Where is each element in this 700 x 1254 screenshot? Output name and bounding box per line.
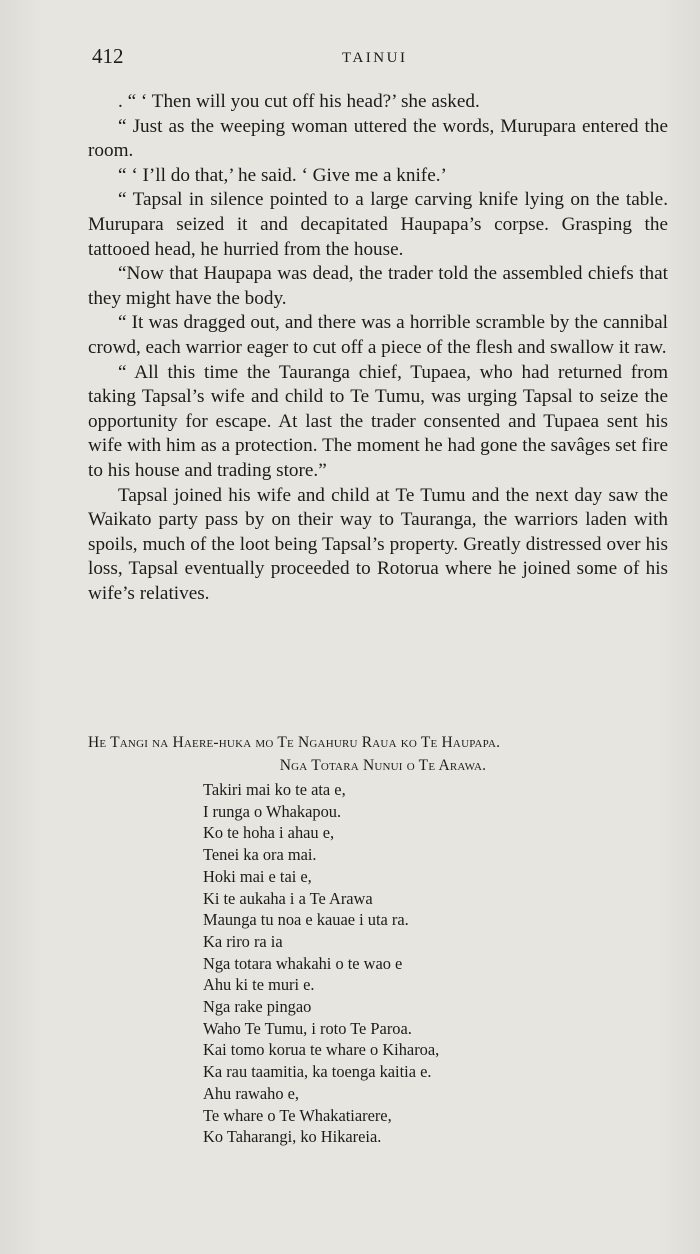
- paragraph: “ Just as the weeping woman uttered the words, Murupara entered the room.: [88, 115, 668, 162]
- song-heading-line: He Tangi na Haere-huka mo Te Ngahuru Raua ko Te Haupapa.: [88, 734, 501, 751]
- poem-line: Ka rau taamitia, ka toenga kaitia e.: [203, 1062, 432, 1082]
- poem-line: Ka riro ra ia: [203, 931, 283, 951]
- running-title: TAINUI: [342, 50, 408, 66]
- poem-line: Ko te hoha i ahau e,: [203, 823, 335, 843]
- page-number: 412: [92, 44, 124, 68]
- paragraph: Tapsal joined his wife and child at Te Tumu and the next day saw the Waikato party pass by on their way to Tauranga, the warriors laden with spoils, much of the loot being Tapsal’s property. Greatly distressed over his loss, Tapsal eventually proceeded to Rotorua where he joined some of his wife’s relatives.: [88, 484, 668, 604]
- poem-line: Takiri mai ko te ata e,: [203, 780, 346, 799]
- poem-line: Nga rake pingao: [203, 997, 312, 1017]
- poem-line: Maunga tu noa e kauae i uta ra.: [203, 910, 409, 930]
- poem-line: Waho Te Tumu, i roto Te Paroa.: [203, 1018, 412, 1038]
- running-head: [92, 44, 672, 74]
- paragraph: “Now that Haupapa was dead, the trader told the assembled chiefs that they might have the body.: [88, 263, 668, 309]
- poem-line: Nga totara whakahi o te wao e: [203, 953, 403, 973]
- paragraph: “ All this time the Tauranga chief, Tupaea, who had returned from taking Tapsal’s wife and child to Te Tumu, was urging Tapsal to seize the opportunity for escape. At last the trader consented and Tupaea sent his wife with him as a protection. The moment he had gone the savâges set fire to his house and trading store.”: [88, 361, 668, 481]
- poem-line: Kai tomo korua te whare o Kiharoa,: [203, 1040, 440, 1060]
- body-text: [88, 90, 668, 606]
- poem: [203, 779, 643, 1148]
- paragraph: “ Tapsal in silence pointed to a large carving knife lying on the table. Murupara seized it and decapitated Haupapa’s corpse. Grasping the tattooed head, he hurried from the house.: [88, 189, 668, 260]
- poem-line: Te whare o Te Whakatiarere,: [203, 1105, 392, 1125]
- paragraph: “ It was dragged out, and there was a horrible scramble by the cannibal crowd, each warrior eager to cut off a piece of the flesh and swallow it raw.: [88, 312, 668, 358]
- paragraph: “ ‘ I’ll do that,’ he said. ‘ Give me a knife.’: [118, 164, 447, 186]
- song-heading: [88, 731, 668, 777]
- poem-line: Tenei ka ora mai.: [203, 845, 317, 865]
- poem-line: Ki te aukaha i a Te Arawa: [203, 888, 373, 908]
- paragraph: . “ ‘ Then will you cut off his head?’ she asked.: [118, 91, 480, 112]
- song-subheading-line: Nga Totara Nunui o Te Arawa.: [279, 757, 487, 774]
- poem-line: Ko Taharangi, ko Hikareia.: [203, 1127, 382, 1147]
- poem-line: I runga o Whakapou.: [203, 801, 342, 821]
- poem-line: Ahu rawaho e,: [203, 1083, 300, 1103]
- poem-line: Hoki mai e tai e,: [203, 866, 312, 886]
- poem-line: Ahu ki te muri e.: [203, 975, 315, 995]
